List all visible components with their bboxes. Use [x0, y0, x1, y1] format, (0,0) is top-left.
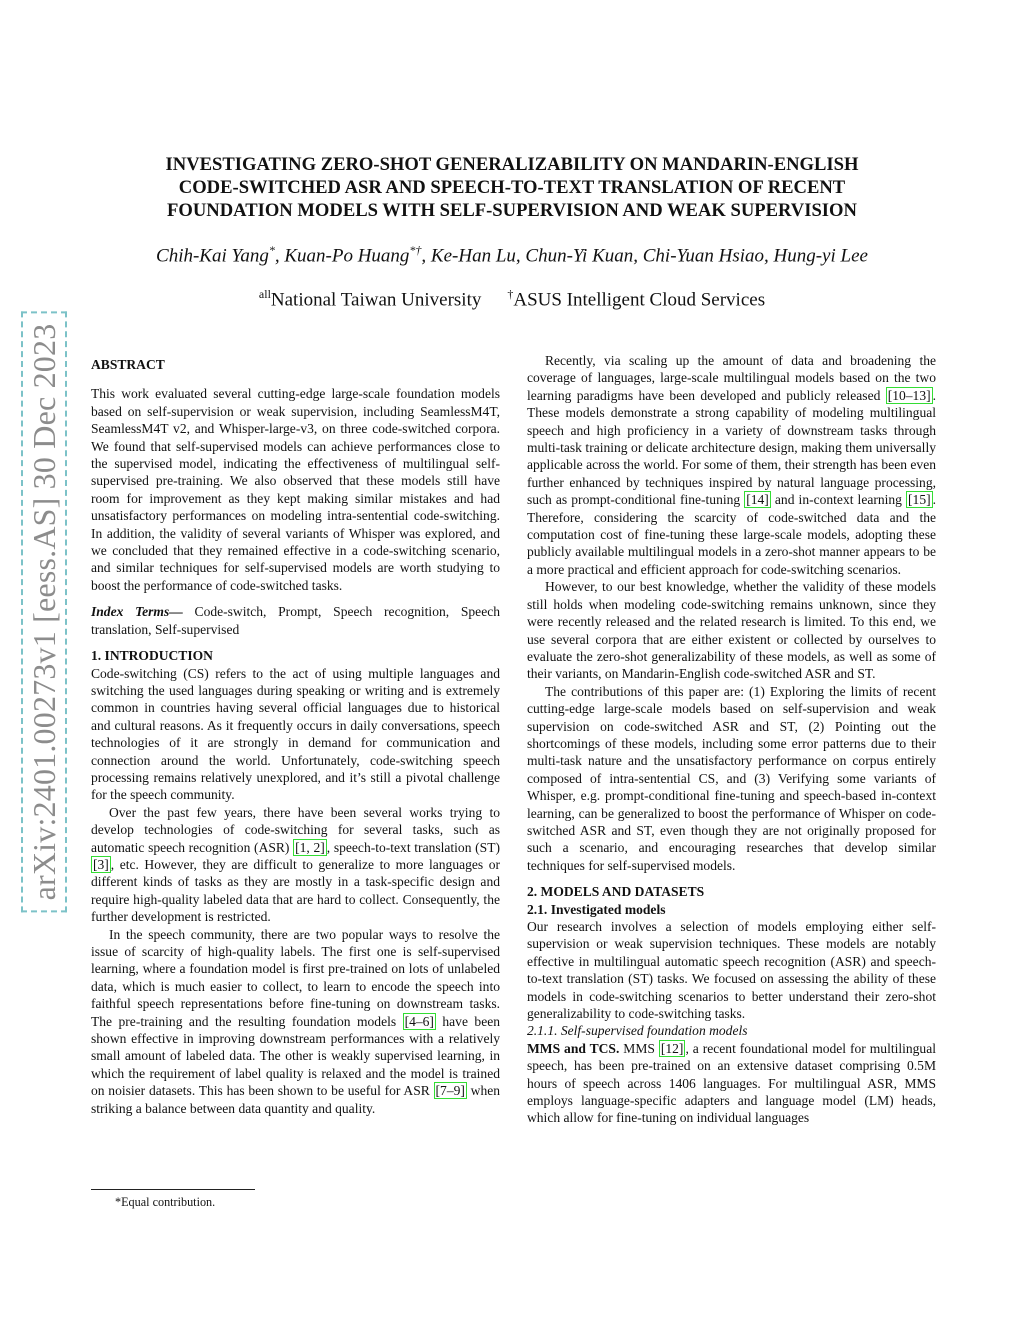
paper-title — [110, 153, 914, 222]
citation-link[interactable]: [7–9] — [435, 1083, 465, 1099]
abstract-text: This work evaluated several cutting-edge large-scale foundation models based on self-supervision or weak supervision, including SeamlessM4T, SeamlessM4T v2, and Whisper-large-v3, on three code-switched corpora. We found that self-supervised models can achieve performances close to the supervised model, indicating the effectiveness of multilingual self-supervised pre-training. We also observed that these models still have room for improvement as they kept making similar mistakes and had unsatisfactory performances on modeling intra-sentential code-switching. In addition, the validity of several variants of Whisper was explored, and we concluded that they remained effective in a code-switching scenario, and similar techniques for self-supervised models are worth studying to boost the performance of code-switched tasks. — [91, 386, 500, 593]
citation-link[interactable]: [12] — [660, 1040, 684, 1056]
paragraph: In the speech community, there are two popular ways to resolve the issue of scarcity of high-quality labels. The first one is self-supervised learning, where a foundation model is first pre-trained on lots of unlabeled data, which is much easier to collect, to learn to encode the speech into faithful speech representations before fine-tuning on downstream tasks. The pre-training and the resulting foundation models [4–6] have been shown effective in improving downstream performances with a relatively small amount of labeled data. The other is weakly supervised learning, in which the requirement of label quality is relaxed and the model is trained on noisier datasets. This has been shown to be useful for ASR [7–9] when striking a balance between data quantity and quality. — [91, 926, 500, 1116]
abstract-heading: ABSTRACT — [91, 357, 165, 372]
left-column — [91, 352, 500, 1117]
footnote: *Equal contribution. — [115, 1195, 216, 1209]
paragraph: However, to our best knowledge, whether the validity of these models still holds when modeling code-switching remains unknown, since they were recently released and the related research is limited. To this end, we use several corpora that are either existent or collected by ourselves to evaluate the zero-shot generalizability of these models, as well as some of their variants, on Mandarin-English code-switched ASR and ST. — [527, 579, 936, 682]
citation-link[interactable]: [3] — [93, 856, 109, 872]
citation-link[interactable]: [4–6] — [404, 1013, 434, 1029]
right-column — [527, 352, 936, 1127]
author-list — [90, 243, 934, 267]
subsubsection-heading: 2.1.1. Self-supervised foundation models — [527, 1023, 748, 1039]
citation-link[interactable]: [10–13] — [887, 387, 931, 403]
affiliation-mark: all — [258, 287, 271, 301]
citation-link[interactable]: [15] — [908, 492, 931, 508]
citation-link[interactable]: [14] — [746, 492, 769, 508]
citation-link[interactable]: [1, 2] — [295, 839, 325, 855]
section-heading: 2. MODELS AND DATASETS — [527, 884, 705, 900]
author-mark: *† — [409, 243, 422, 257]
index-terms-label: Index Terms— — [91, 604, 183, 620]
subsection-heading: 2.1. Investigated models — [527, 901, 666, 917]
index-terms — [91, 603, 500, 638]
title-line: FOUNDATION MODELS WITH SELF-SUPERVISION AND WEAK SUPERVISION — [167, 200, 857, 221]
author-names: , Ke-Han Lu, Chun-Yi Kuan, Chi-Yuan Hsiao, Hung-yi Lee — [421, 245, 868, 267]
section-heading: 1. INTRODUCTION — [91, 648, 213, 664]
run-in-heading: MMS and TCS. — [527, 1040, 620, 1056]
affiliation: National Taiwan University — [270, 289, 482, 311]
footnote-divider — [91, 1189, 255, 1190]
author-mark: * — [268, 243, 275, 257]
affiliation-mark: † — [507, 287, 514, 301]
title-line: CODE-SWITCHED ASR AND SPEECH-TO-TEXT TRANSLATION OF RECENT — [178, 177, 846, 198]
paragraph: The contributions of this paper are: (1) Exploring the limits of recent cutting-edge large-scale models based on self-supervision and weak supervision on code-switched ASR and ST, (2) Pointing out the shortcomings of these models, including some error patterns due to their multi-task nature and the unsatisfactory performance on corpus entirely composed of intra-sentential CS, and (3) Verifying some variants of Whisper, e.g. prompt-conditional fine-tuning and speech-based in-context learning, can be generalized to boost the performance of Whisper on code-switched ASR and ST, even though they are not originally proposed for such a scenario, and encouraging researches that develop similar techniques for self-supervised models. — [527, 683, 936, 873]
affiliations — [90, 287, 934, 311]
paragraph: Recently, via scaling up the amount of data and broadening the coverage of languages, large-scale multilingual models based on the two learning paradigms have been developed and publicly released [10–13] . These models demonstrate a strong capability of modeling multilingual speech and high proficiency in a variety of downstream tasks through multi-task training or delicate architecture design, making them universally applicable across the world. For some of them, their strength has been even further enhanced by techniques inspired by natural language processing, such as prompt-conditional fine-tuning [14] and in-context learning [15] . Therefore, considering the scarcity of code-switched data and the computation cost of fine-tuning these large-scale models, adopting these publicly available multilingual models in a zero-shot manner appears to be a more practical and efficient approach for code-switching scenarios. — [527, 353, 936, 577]
author-name: , Kuan-Po Huang — [274, 245, 410, 267]
paragraph: Over the past few years, there have been several works trying to develop technologies of code-switching for several tasks, such as automatic speech recognition (ASR) [1, 2] , speech-to-text translation (ST) [3] , etc. However, they are difficult to generalize to more languages or different kinds of tasks as they are mostly in a task-specific design and require high-quality labeled data that are hard to collect. Consequently, the further development is restricted. — [91, 804, 500, 925]
paragraph: MMS and TCS. MMS [12] , a recent foundational model for multilingual speech, has been pre-trained on an extensive dataset comprising 0.5M hours of speech across 1406 languages. For multilingual ASR, MMS employs language-specific adapters and language model (LM) heads, which allow for fine-tuning on individual languages — [527, 1040, 936, 1126]
paragraph: Code-switching (CS) refers to the act of using multiple languages and switching the used languages during speaking or writing and is extremely common in countries having several official languages due to historical and cultural reasons. As it frequently occurs in daily conversations, speech technologies of it are strongly in demand for communication and connection around the world. Unfortunately, code-switching speech processing remains relatively unexplored, and it’s still a pivotal challenge for the speech community. — [91, 665, 500, 803]
paragraph: Our research involves a selection of models employing either self-supervision or weak supervision techniques. These models are notably effective in multilingual automatic speech recognition (ASR) and speech-to-text translation (ST) tasks. We focused on assessing the ability of these models in code-switching scenarios to better understand their zero-shot generalizability to code-switching tasks. — [527, 919, 936, 1022]
arxiv-identifier: arXiv:2401.00273v1 [eess.AS] 30 Dec 2023 — [21, 312, 67, 913]
title-line: INVESTIGATING ZERO-SHOT GENERALIZABILITY ON MANDARIN-ENGLISH — [165, 154, 859, 175]
affiliation: ASUS Intelligent Cloud Services — [513, 289, 766, 311]
author-name: Chih-Kai Yang — [156, 245, 269, 267]
index-terms-text: Code-switch, Prompt, Speech recognition, Speech translation, Self-supervised — [91, 604, 500, 637]
